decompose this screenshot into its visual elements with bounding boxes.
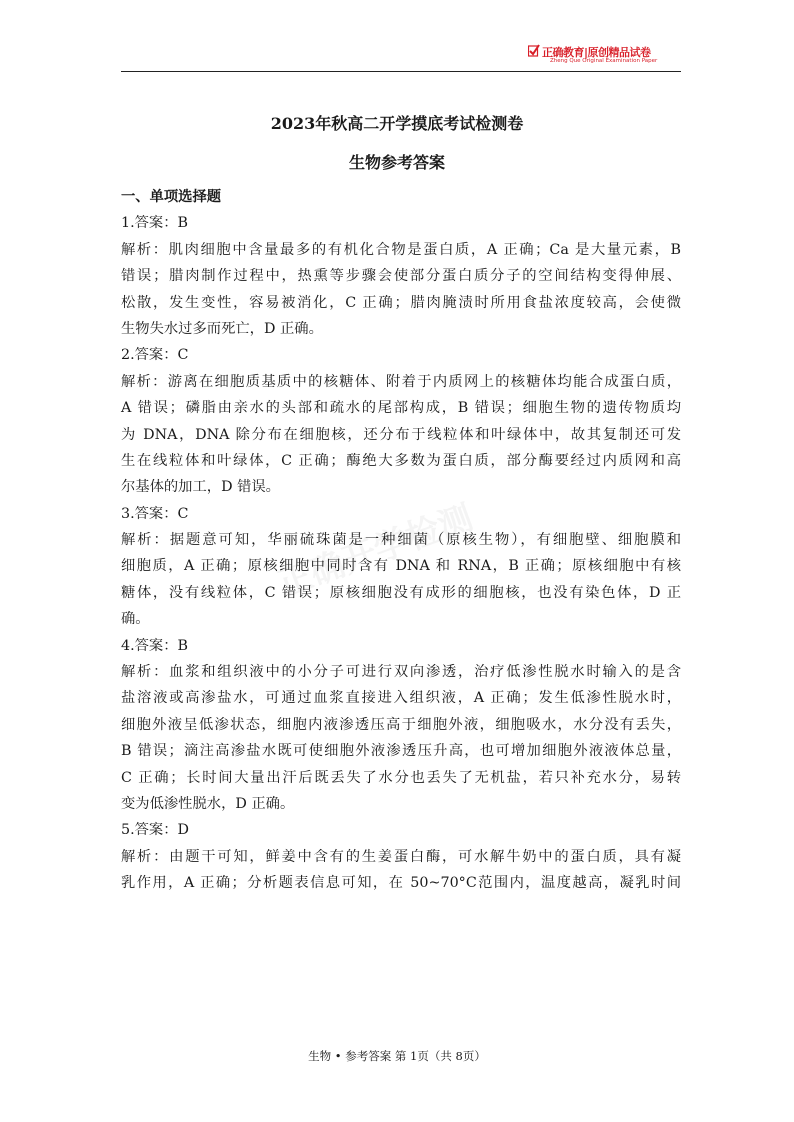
explanation-line: 细胞质，A 正确；原核细胞中同时含有 DNA 和 RNA，B 正确；原核细胞中有核 (121, 558, 681, 575)
explanation-line: C 正确；长时间大量出汗后既丢失了水分也丢失了无机盐，若只补充水分，易转 (121, 769, 681, 786)
explanation-line: 生物失水过多而死亡，D 正确。 (121, 320, 323, 337)
explanation-line: 解析：由题干可知，鲜姜中含有的生姜蛋白酶，可水解牛奶中的蛋白质，具有凝 (121, 848, 681, 865)
explanation-line: 解析：肌肉细胞中含量最多的有机化合物是蛋白质，A 正确；Ca 是大量元素，B (121, 241, 681, 258)
explanation-line: A 错误；磷脂由亲水的头部和疏水的尾部构成，B 错误；细胞生物的遗传物质均 (121, 400, 681, 417)
answer-label: 5.答案：D (121, 822, 189, 839)
page-footer: 生物 • 参考答案 第 1页（共 8页） (308, 1049, 486, 1063)
explanation-line: 尔基体的加工，D 错误。 (121, 479, 280, 496)
header-rule (121, 71, 681, 72)
logo-text: 正确教育|原创精品试卷 (542, 46, 651, 59)
explanation-line: B 错误；滴注高渗盐水既可使细胞外液渗透压升高，也可增加细胞外液液体总量， (121, 743, 681, 760)
answer-content (121, 184, 681, 897)
explanation-line: 松散，发生变性，容易被消化，C 正确；腊肉腌渍时所用食盐浓度较高，会使微 (121, 294, 681, 311)
explanation-line: 解析：游离在细胞质基质中的核糖体、附着于内质网上的核糖体均能合成蛋白质， (121, 373, 681, 390)
answer-label: 3.答案：C (121, 505, 189, 522)
explanation-line: 为 DNA，DNA 除分布在细胞核，还分布于线粒体和叶绿体中，故其复制还可发 (121, 426, 681, 443)
explanation-line: 乳作用，A 正确；分析题表信息可知，在 50~70°C范围内，温度越高，凝乳时间 (121, 875, 681, 892)
explanation-line: 盐溶液或高渗盐水，可通过血浆直接进入组织液，A 正确；发生低渗性脱水时， (121, 690, 681, 707)
explanation-line: 确。 (121, 611, 150, 628)
logo-subtext: Zheng Que Original Examination Paper (550, 58, 658, 64)
explanation-line: 错误；腊肉制作过程中，热熏等步骤会使部分蛋白质分子的空间结构变得伸展、 (121, 268, 681, 285)
explanation-line: 解析：据题意可知，华丽硫珠菌是一种细菌（原核生物），有细胞壁、细胞膜和 (121, 532, 681, 549)
explanation-line: 解析：血浆和组织液中的小分子可进行双向渗透，治疗低渗性脱水时输入的是含 (121, 664, 681, 681)
explanation-line: 变为低渗性脱水，D 正确。 (121, 795, 295, 812)
exam-title: 2023年秋高二开学摸底考试检测卷 (270, 114, 524, 133)
answer-label: 2.答案：C (121, 347, 189, 364)
checkmark-icon (528, 44, 540, 58)
explanation-line: 细胞外液呈低渗状态，细胞内液渗透压高于细胞外液，细胞吸水，水分没有丢失， (121, 716, 681, 733)
answer-label: 4.答案：B (121, 637, 189, 654)
answer-key-title: 生物参考答案 (348, 153, 445, 172)
section-heading: 一、单项选择题 (121, 189, 222, 205)
publisher-logo (528, 44, 680, 70)
explanation-line: 糖体，没有线粒体，C 错误；原核细胞没有成形的细胞核，也没有染色体，D 正 (121, 584, 681, 601)
explanation-line: 生在线粒体和叶绿体，C 正确；酶绝大多数为蛋白质，部分酶要经过内质网和高 (121, 452, 681, 469)
answer-label: 1.答案：B (121, 215, 189, 232)
